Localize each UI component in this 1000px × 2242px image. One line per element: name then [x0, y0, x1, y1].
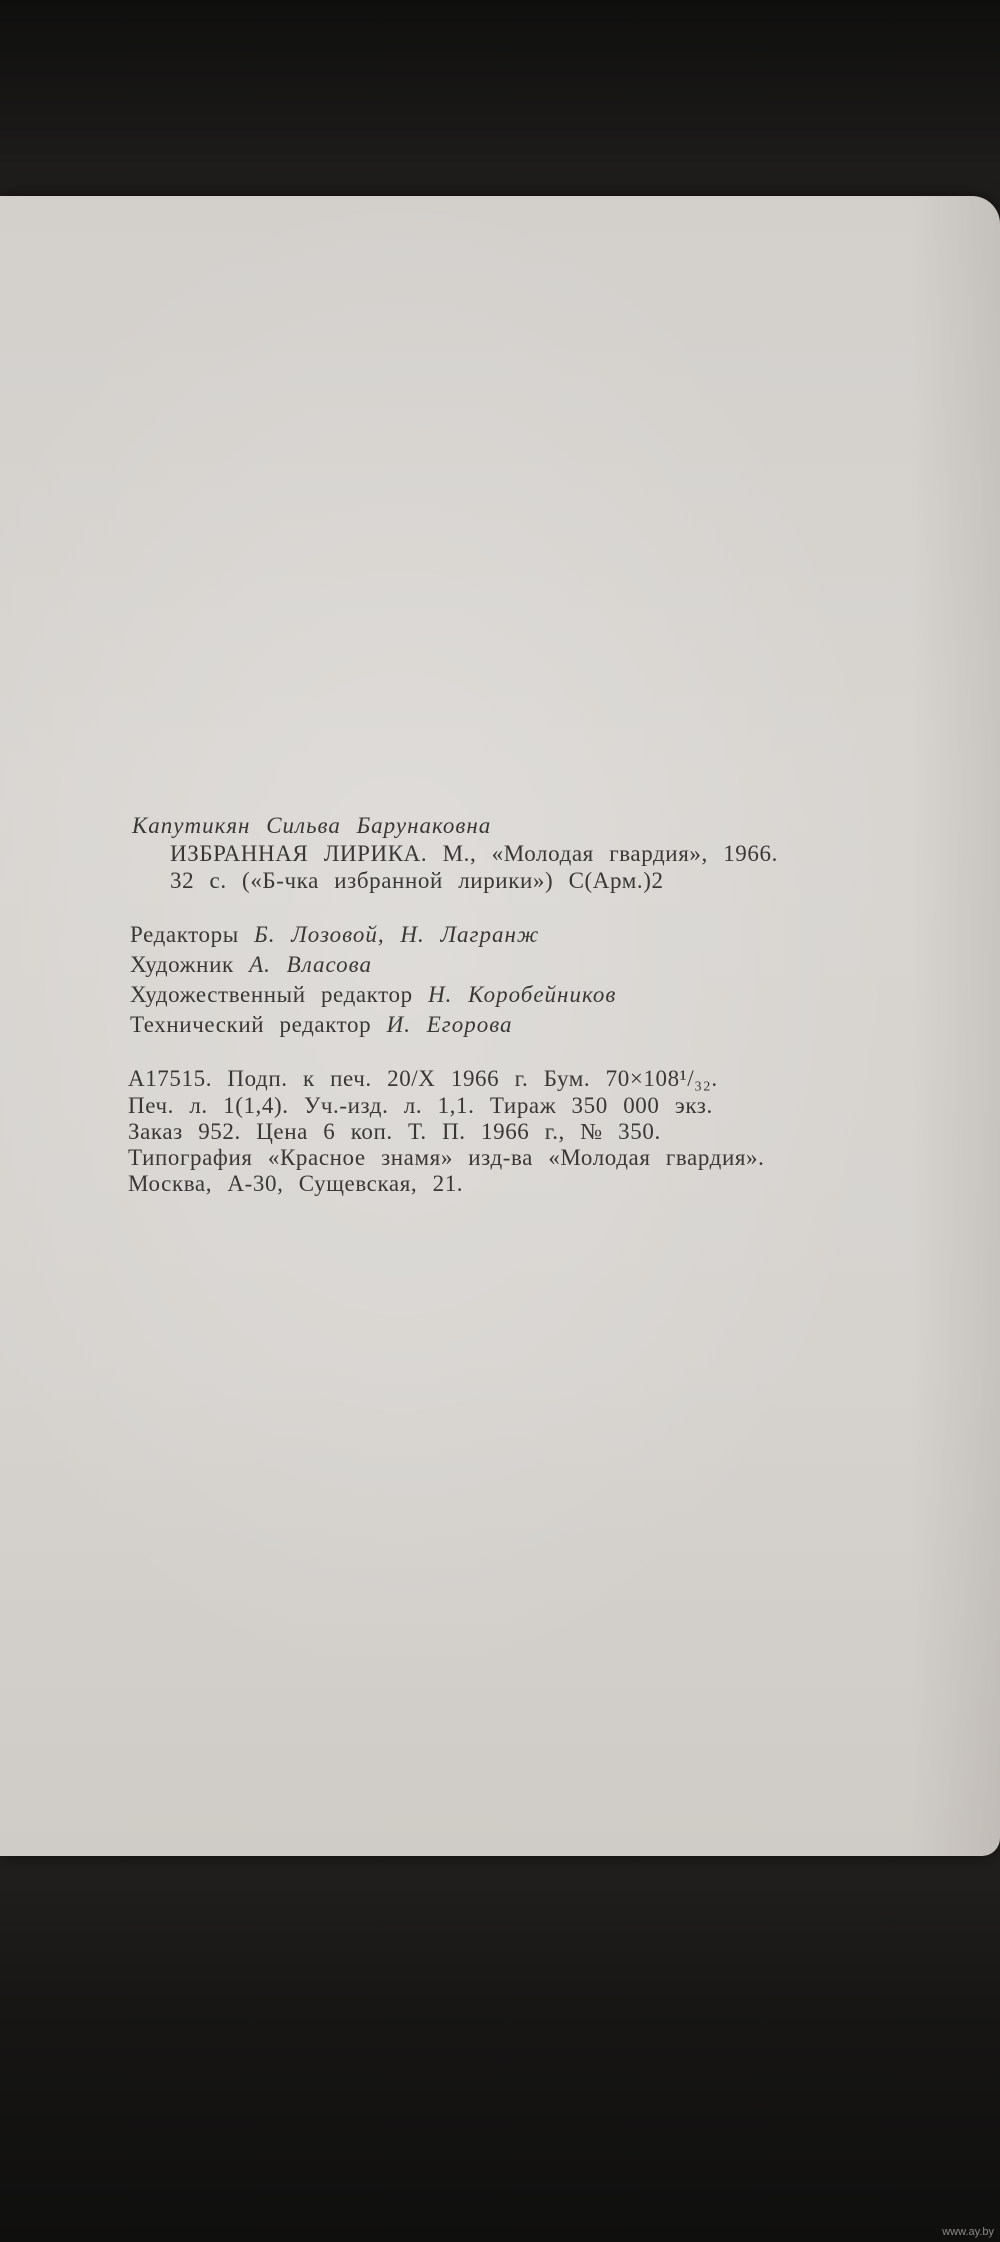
print-info-line: Печ. л. 1(1,4). Уч.-изд. л. 1,1. Тираж 350 000 экз. — [128, 1093, 713, 1118]
art-editor-label: Художественный редактор — [130, 982, 413, 1007]
tech-editor-names: И. Егорова — [386, 1012, 513, 1037]
art-editor-names: Н. Коробейников — [428, 982, 617, 1007]
artist-line — [130, 952, 372, 978]
editors-names: Б. Лозовой, Н. Лагранж — [254, 922, 540, 947]
artist-label: Художник — [130, 952, 234, 977]
editors-line — [130, 922, 539, 948]
tech-editor-label: Технический редактор — [130, 1012, 372, 1037]
pages-series-line: 32 с. («Б-чка избранной лирики») С(Арм.)2 — [170, 868, 664, 893]
site-watermark: www.ay.by — [942, 2226, 994, 2238]
book-page — [0, 196, 1000, 1856]
print-info-line: Типография «Красное знамя» изд-ва «Молодая гвардия». — [128, 1145, 765, 1170]
book-title-line: ИЗБРАННАЯ ЛИРИКА. М., «Молодая гвардия», 1966. — [170, 841, 778, 866]
dark-background-bottom — [0, 1840, 1000, 2242]
print-info-line: Заказ 952. Цена 6 коп. Т. П. 1966 г., № 350. — [128, 1119, 661, 1144]
tech-editor-line — [130, 1012, 513, 1038]
print-info-line: А17515. Подп. к печ. 20/X 1966 г. Бум. 70×108¹/₃₂. — [128, 1066, 718, 1091]
author-name: Капутикян Сильва Барунаковна — [132, 813, 492, 838]
editors-label: Редакторы — [130, 922, 239, 947]
artist-names: А. Власова — [249, 952, 372, 977]
print-info-line: Москва, А-30, Сущевская, 21. — [128, 1171, 464, 1196]
art-editor-line — [130, 982, 616, 1008]
